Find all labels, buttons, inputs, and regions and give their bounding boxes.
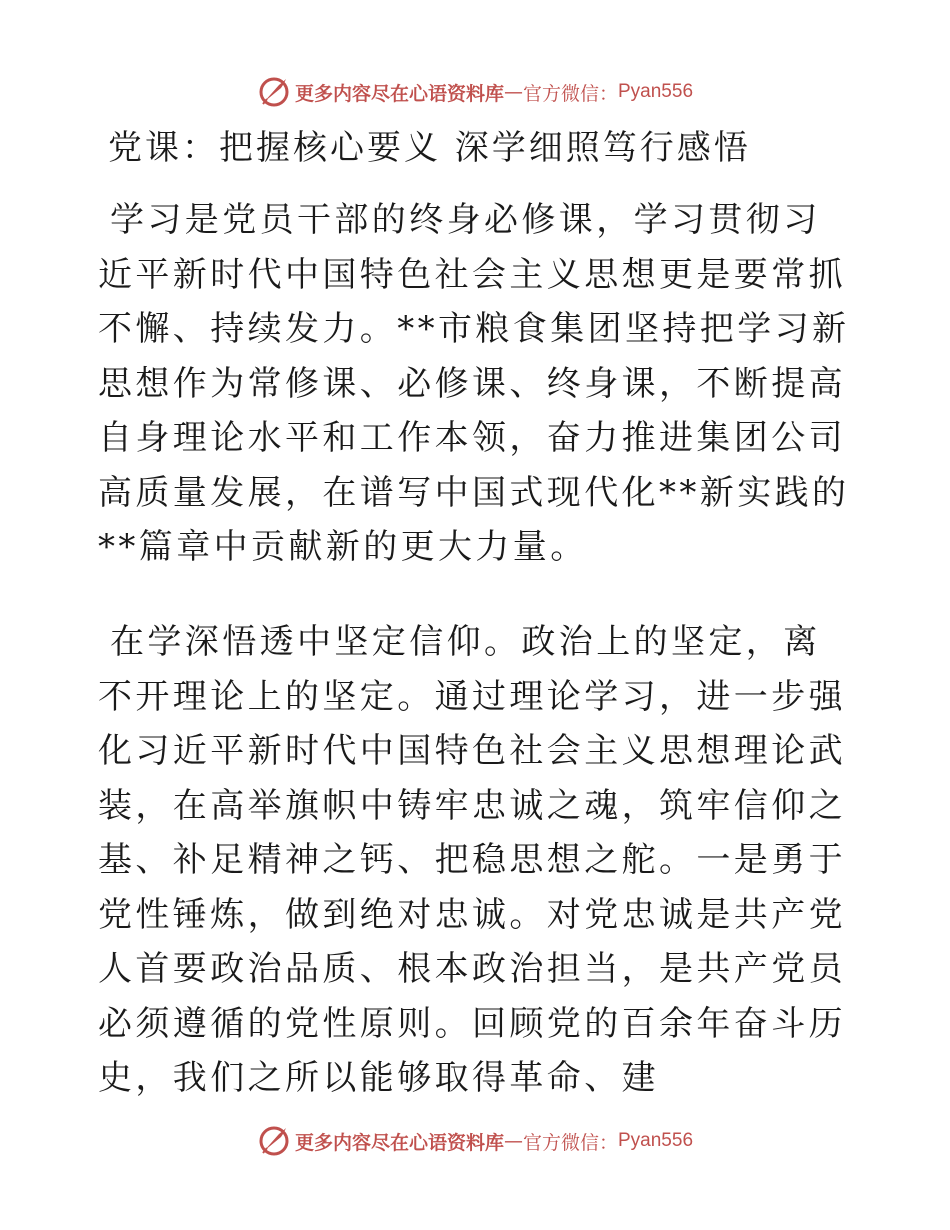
watermark-separator: —	[503, 81, 523, 103]
watermark-site-text: 更多内容尽在心语资料库	[294, 1131, 504, 1154]
document-title: 党课：把握核心要义 深学细照笃行感悟	[108, 128, 751, 168]
watermark-wechat-id: Pyan556	[618, 81, 694, 102]
paragraph-2: 在学深悟透中坚定信仰。政治上的坚定，离不开理论上的坚定。通过理论学习，进一步强化习近平新时代中国特色社会主义思想理论武装，在高举旗帜中铸牢忠诚之魂，筑牢信仰之基、补足精神之钙、把稳思想之舵。一是勇于党性锤炼，做到绝对忠诚。对党忠诚是共产党人首要政治品质、根本政治担当，是共产党员必须遵循的党性原则。回顾党的百余年奋斗历史，我们之所以能够取得革命、建	[98, 622, 846, 1098]
watermark-site-text: 更多内容尽在心语资料库	[294, 82, 504, 105]
watermark-wechat-label: 官方微信：	[522, 82, 618, 105]
footer-watermark	[0, 1121, 950, 1161]
watermark-wechat-id: Pyan556	[618, 1130, 694, 1151]
feather-pen-logo-icon	[257, 75, 291, 109]
watermark-wechat-label: 官方微信：	[522, 1131, 618, 1154]
watermark-separator: —	[503, 1130, 523, 1152]
paragraph-1: 学习是党员干部的终身必修课，学习贯彻习近平新时代中国特色社会主义思想更是要常抓不懈、持续发力。**市粮食集团坚持把学习新思想作为常修课、必修课、终身课，不断提高自身理论水平和工作本领，奋力推进集团公司高质量发展，在谱写中国式现代化**新实践的**篇章中贡献新的更大力量。	[98, 200, 850, 567]
header-watermark	[0, 72, 950, 112]
feather-pen-logo-icon	[257, 1124, 291, 1158]
